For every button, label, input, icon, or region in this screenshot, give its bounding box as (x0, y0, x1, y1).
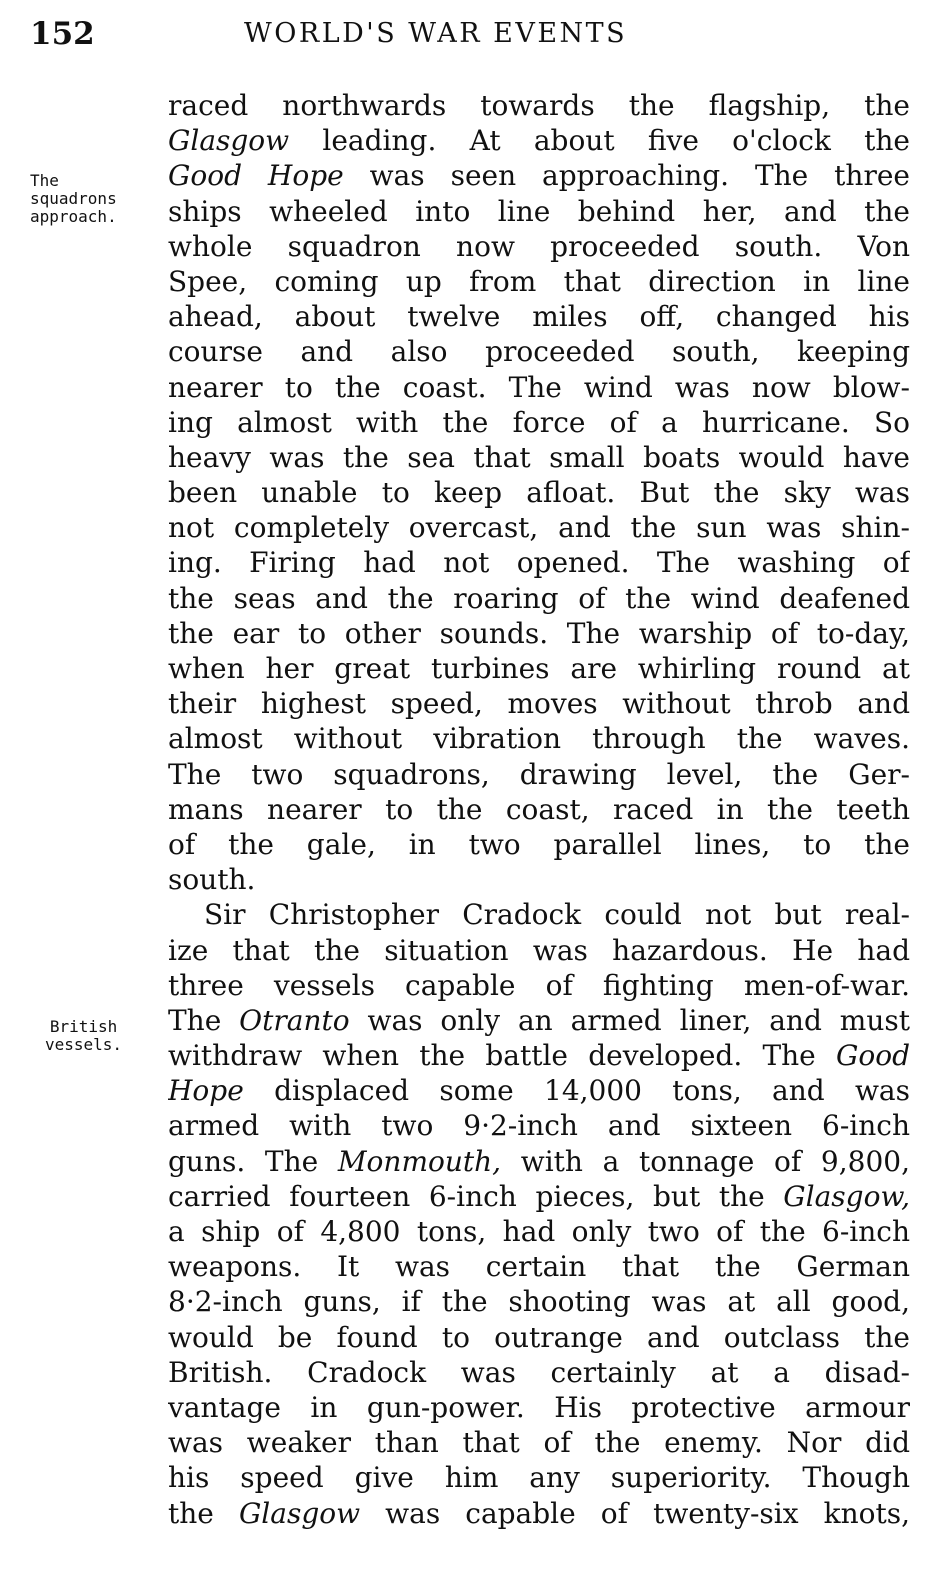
text-line (168, 510, 910, 545)
text-run: guns. The (168, 1144, 338, 1178)
text-line (168, 933, 910, 968)
text-line (168, 440, 910, 475)
italic-ship-name: Glasgow, (783, 1179, 910, 1213)
text-line (168, 616, 910, 651)
text-run: ing almost with the force of a hurricane. So (168, 405, 910, 439)
text-run: was capable of twenty-six knots, (360, 1496, 910, 1530)
text-run: armed with two 9·2-inch and sixteen 6-inch (168, 1109, 910, 1143)
text-run: Spee, coming up from that direction in line (168, 264, 910, 298)
text-line (168, 686, 910, 721)
text-run: the (168, 1496, 239, 1530)
text-line (168, 194, 910, 229)
text-run: when her great turbines are whirling round at (168, 652, 910, 685)
text-line (168, 792, 910, 827)
italic-ship-name: Monmouth, (337, 1144, 502, 1178)
text-line (168, 1425, 910, 1460)
text-line (168, 1108, 910, 1143)
text-line (168, 229, 910, 264)
text-run: the ear to other sounds. The warship of to-day, (168, 616, 910, 650)
sidenote-line: vessels. (45, 1035, 123, 1054)
text-run: The (168, 1003, 240, 1037)
text-line (168, 158, 910, 193)
sidenote-line: The (30, 171, 59, 190)
text-line (168, 1320, 910, 1355)
text-line (168, 1073, 910, 1108)
italic-ship-name: Good (835, 1039, 910, 1073)
text-run: a ship of 4,800 tons, had only two of the 6-inch (168, 1215, 910, 1248)
text-run: been unable to keep afloat. But the sky was (168, 476, 910, 510)
text-line (168, 123, 910, 158)
text-run: heavy was the sea that small boats would have (168, 440, 910, 474)
text-run: was seen approaching. The three (343, 159, 910, 193)
text-run: three vessels capable of fighting men-of-war. (168, 968, 910, 1002)
text-line (168, 1214, 910, 1249)
text-run: would be found to outrange and outclass the (168, 1320, 910, 1354)
text-run: ing. Firing had not opened. The washing of (168, 546, 910, 580)
text-run: displaced some 14,000 tons, and was (243, 1074, 910, 1108)
text-run: ahead, about twelve miles off, changed his (168, 300, 910, 334)
text-line (168, 1249, 910, 1284)
text-run: leading. At about five o'clock the (289, 124, 910, 158)
text-line (168, 721, 910, 756)
text-line (168, 1179, 910, 1214)
text-run: withdraw when the battle developed. The (168, 1039, 836, 1073)
text-line (168, 581, 910, 616)
text-run: course and also proceeded south, keeping (168, 335, 910, 369)
body-text (168, 88, 910, 1531)
text-line (168, 545, 910, 580)
text-run: south. (168, 863, 256, 897)
text-run: mans nearer to the coast, raced in the teeth (168, 792, 910, 826)
text-run: The two squadrons, drawing level, the Ger- (168, 757, 910, 791)
text-line (168, 1144, 910, 1179)
text-line (168, 757, 910, 792)
text-run: Sir Christopher Cradock could not but real- (204, 898, 910, 932)
italic-ship-name: Good Hope (168, 159, 344, 193)
text-run: the seas and the roaring of the wind deafened (168, 581, 910, 615)
text-run: ize that the situation was hazardous. He had (168, 933, 910, 967)
text-line (168, 264, 910, 299)
text-line (168, 1460, 910, 1495)
text-line (168, 88, 910, 123)
italic-ship-name: Hope (168, 1074, 244, 1108)
text-run: vantage in gun-power. His protective armour (168, 1390, 910, 1424)
text-run: whole squadron now proceeded south. Von (168, 229, 910, 263)
page-header (30, 16, 910, 60)
sidenote-line: British (49, 1017, 118, 1036)
text-run: of the gale, in two parallel lines, to the (168, 827, 910, 861)
text-run: carried fourteen 6-inch pieces, but the (168, 1179, 784, 1213)
text-run: almost without vibration through the waves. (168, 722, 910, 756)
text-run: was only an armed liner, and must (349, 1003, 910, 1037)
text-run: was weaker than that of the enemy. Nor did (168, 1426, 910, 1460)
italic-ship-name: Otranto (239, 1003, 350, 1037)
text-line (168, 299, 910, 334)
italic-ship-name: Glasgow (168, 124, 290, 158)
text-run: British. Cradock was certainly at a disad- (168, 1355, 910, 1389)
sidenote-line: approach. (30, 207, 117, 226)
text-run: raced northwards towards the flagship, the (168, 89, 910, 122)
text-run: 8·2-inch guns, if the shooting was at all good, (168, 1285, 910, 1319)
text-run: weapons. It was certain that the German (168, 1250, 910, 1284)
text-line (168, 1003, 910, 1038)
text-line (168, 405, 910, 440)
page-number: 152 (30, 16, 95, 52)
text-line (168, 968, 910, 1003)
text-run: their highest speed, moves without throb and (168, 687, 910, 721)
text-line (168, 475, 910, 510)
text-line (168, 897, 910, 932)
text-line (168, 1284, 910, 1319)
text-run: his speed give him any superiority. Though (168, 1461, 910, 1495)
sidenote-line: squadrons (30, 189, 117, 208)
text-line (168, 1496, 910, 1531)
text-line (168, 827, 910, 862)
sidenote-british-vessels (45, 1018, 122, 1054)
text-line (168, 1038, 910, 1073)
text-run: nearer to the coast. The wind was now blow- (168, 370, 910, 404)
text-line (168, 334, 910, 369)
text-line (168, 862, 910, 897)
text-line (168, 651, 910, 686)
text-line (168, 1355, 910, 1390)
text-run: not completely overcast, and the sun was shin- (168, 511, 910, 545)
text-run: with a tonnage of 9,800, (501, 1144, 910, 1178)
italic-ship-name: Glasgow (238, 1496, 361, 1530)
text-line (168, 1390, 910, 1425)
sidenote-squadrons-approach (30, 172, 117, 226)
text-line (168, 370, 910, 405)
text-run: ships wheeled into line behind her, and the (168, 194, 910, 228)
running-title: WORLD'S WAR EVENTS (244, 18, 628, 49)
